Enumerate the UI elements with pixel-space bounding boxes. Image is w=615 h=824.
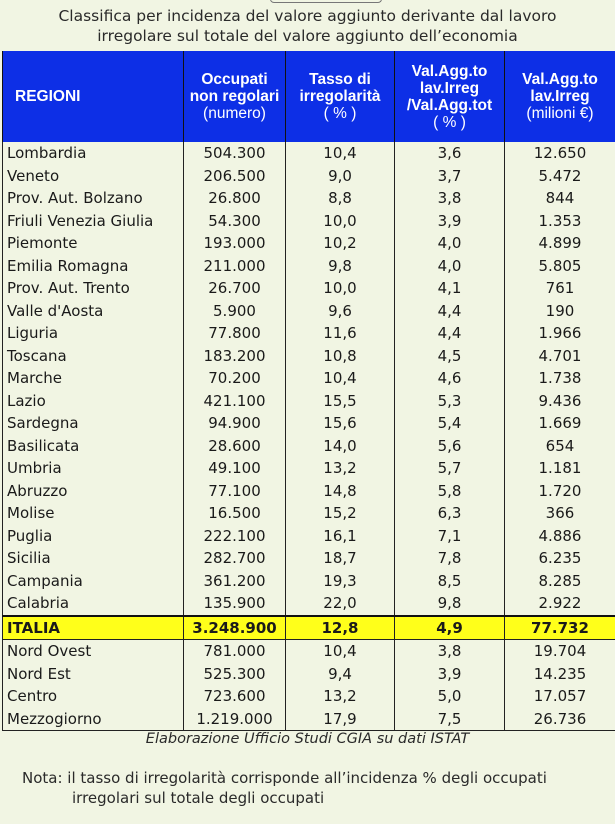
cell-occupati: 206.500 bbox=[184, 165, 286, 188]
cell-tasso: 16,1 bbox=[286, 525, 395, 548]
cell-tasso: 14,8 bbox=[286, 480, 395, 503]
regional-irregular-work-table bbox=[2, 51, 615, 731]
area-row bbox=[3, 708, 615, 731]
cell-tasso: 18,7 bbox=[286, 547, 395, 570]
cell-name: Liguria bbox=[3, 322, 184, 345]
cell-name: Umbria bbox=[3, 457, 184, 480]
cell-tasso: 19,3 bbox=[286, 570, 395, 593]
table-subtitle bbox=[0, 6, 615, 46]
cell-ratio: 7,5 bbox=[395, 708, 505, 731]
cell-tasso: 14,0 bbox=[286, 435, 395, 458]
cell-valagg: 654 bbox=[505, 435, 615, 458]
cell-valagg: 6.235 bbox=[505, 547, 615, 570]
cell-ratio: 5,3 bbox=[395, 390, 505, 413]
cell-tasso: 15,2 bbox=[286, 502, 395, 525]
cell-ratio: 9,8 bbox=[395, 592, 505, 616]
header-occupati-unit: (numero) bbox=[203, 105, 266, 122]
cell-tasso: 9,6 bbox=[286, 300, 395, 323]
cell-ratio: 7,1 bbox=[395, 525, 505, 548]
cell-tasso: 11,6 bbox=[286, 322, 395, 345]
area-row bbox=[3, 640, 615, 663]
table-header-row bbox=[3, 51, 615, 142]
cell-valagg: 9.436 bbox=[505, 390, 615, 413]
areas-body bbox=[3, 640, 615, 731]
cell-valagg: 4.899 bbox=[505, 232, 615, 255]
cell-valagg: 26.736 bbox=[505, 708, 615, 731]
cell-name: Molise bbox=[3, 502, 184, 525]
cell-tasso: 9,8 bbox=[286, 255, 395, 278]
cell-name: Calabria bbox=[3, 592, 184, 616]
cell-name: Basilicata bbox=[3, 435, 184, 458]
cell-valagg: 19.704 bbox=[505, 640, 615, 663]
cell-valagg: 77.732 bbox=[505, 616, 615, 640]
cell-occupati: 70.200 bbox=[184, 367, 286, 390]
cell-tasso: 13,2 bbox=[286, 685, 395, 708]
region-row bbox=[3, 592, 615, 616]
cell-name: Friuli Venezia Giulia bbox=[3, 210, 184, 233]
cell-occupati: 504.300 bbox=[184, 142, 286, 165]
cell-name: Abruzzo bbox=[3, 480, 184, 503]
italia-total-row bbox=[3, 616, 615, 640]
footnote-line-2: irregolari sul totale degli occupati bbox=[72, 789, 325, 807]
region-row bbox=[3, 435, 615, 458]
cell-valagg: 5.472 bbox=[505, 165, 615, 188]
header-tasso-label: Tasso di irregolarità bbox=[299, 71, 381, 105]
cell-occupati: 28.600 bbox=[184, 435, 286, 458]
region-row bbox=[3, 300, 615, 323]
cell-occupati: 361.200 bbox=[184, 570, 286, 593]
cell-name: Veneto bbox=[3, 165, 184, 188]
cell-ratio: 5,0 bbox=[395, 685, 505, 708]
cell-ratio: 8,5 bbox=[395, 570, 505, 593]
cell-valagg: 366 bbox=[505, 502, 615, 525]
cell-occupati: 26.800 bbox=[184, 187, 286, 210]
cell-tasso: 10,4 bbox=[286, 367, 395, 390]
region-row bbox=[3, 547, 615, 570]
cell-ratio: 4,9 bbox=[395, 616, 505, 640]
cell-ratio: 3,8 bbox=[395, 187, 505, 210]
cell-ratio: 3,9 bbox=[395, 663, 505, 686]
cell-valagg: 5.805 bbox=[505, 255, 615, 278]
region-row bbox=[3, 255, 615, 278]
subtitle-line-2: irregolare sul totale del valore aggiunto dell’economia bbox=[97, 27, 518, 45]
cell-ratio: 4,0 bbox=[395, 255, 505, 278]
cell-ratio: 3,7 bbox=[395, 165, 505, 188]
header-tasso-unit: ( % ) bbox=[323, 105, 357, 122]
cell-name: Marche bbox=[3, 367, 184, 390]
cell-occupati: 193.000 bbox=[184, 232, 286, 255]
source-caption: Elaborazione Ufficio Studi CGIA su dati ISTAT bbox=[145, 731, 470, 747]
cell-valagg: 844 bbox=[505, 187, 615, 210]
footnote bbox=[22, 768, 602, 808]
region-row bbox=[3, 570, 615, 593]
region-row bbox=[3, 390, 615, 413]
cell-valagg: 14.235 bbox=[505, 663, 615, 686]
header-valagg-unit: (milioni €) bbox=[526, 105, 594, 122]
cell-occupati: 77.800 bbox=[184, 322, 286, 345]
cell-tasso: 9,4 bbox=[286, 663, 395, 686]
cell-tasso: 13,2 bbox=[286, 457, 395, 480]
region-row bbox=[3, 502, 615, 525]
cell-valagg: 1.181 bbox=[505, 457, 615, 480]
cell-valagg: 12.650 bbox=[505, 142, 615, 165]
cell-tasso: 15,5 bbox=[286, 390, 395, 413]
header-valagg-label: Val.Agg.to lav.Irreg bbox=[522, 71, 598, 105]
cell-tasso: 10,0 bbox=[286, 210, 395, 233]
region-row bbox=[3, 480, 615, 503]
subtitle-line-1: Classifica per incidenza del valore aggiunto derivante dal lavoro bbox=[58, 7, 557, 25]
cell-name: Emilia Romagna bbox=[3, 255, 184, 278]
cell-valagg: 8.285 bbox=[505, 570, 615, 593]
cell-valagg: 17.057 bbox=[505, 685, 615, 708]
cell-name: Lazio bbox=[3, 390, 184, 413]
region-row bbox=[3, 457, 615, 480]
region-row bbox=[3, 525, 615, 548]
header-ratio-label: Val.Agg.to lav.Irreg /Val.Agg.tot bbox=[406, 62, 493, 114]
cell-name: Prov. Aut. Trento bbox=[3, 277, 184, 300]
cell-valagg: 1.966 bbox=[505, 322, 615, 345]
cell-ratio: 6,3 bbox=[395, 502, 505, 525]
cell-occupati: 3.248.900 bbox=[184, 616, 286, 640]
region-row bbox=[3, 367, 615, 390]
cell-ratio: 5,4 bbox=[395, 412, 505, 435]
cell-tasso: 10,2 bbox=[286, 232, 395, 255]
cell-tasso: 15,6 bbox=[286, 412, 395, 435]
cell-valagg: 2.922 bbox=[505, 592, 615, 616]
cell-ratio: 3,8 bbox=[395, 640, 505, 663]
cell-valagg: 4.701 bbox=[505, 345, 615, 368]
header-valagg bbox=[505, 51, 615, 142]
cell-occupati: 421.100 bbox=[184, 390, 286, 413]
cell-ratio: 5,7 bbox=[395, 457, 505, 480]
header-regioni bbox=[3, 51, 184, 142]
cell-valagg: 4.886 bbox=[505, 525, 615, 548]
cell-name: Nord Est bbox=[3, 663, 184, 686]
header-occupati bbox=[184, 51, 286, 142]
region-row bbox=[3, 187, 615, 210]
region-row bbox=[3, 322, 615, 345]
regions-body bbox=[3, 142, 615, 616]
area-row bbox=[3, 685, 615, 708]
cell-ratio: 3,9 bbox=[395, 210, 505, 233]
cell-ratio: 5,8 bbox=[395, 480, 505, 503]
cell-ratio: 4,1 bbox=[395, 277, 505, 300]
cell-occupati: 1.219.000 bbox=[184, 708, 286, 731]
cell-name: Sardegna bbox=[3, 412, 184, 435]
region-row bbox=[3, 345, 615, 368]
cell-occupati: 77.100 bbox=[184, 480, 286, 503]
header-tasso bbox=[286, 51, 395, 142]
cell-occupati: 49.100 bbox=[184, 457, 286, 480]
cell-name: Toscana bbox=[3, 345, 184, 368]
header-ratio bbox=[395, 51, 505, 142]
footnote-line-1: Nota: il tasso di irregolarità corrisponde all’incidenza % degli occupati bbox=[22, 769, 547, 787]
area-row bbox=[3, 663, 615, 686]
cell-valagg: 190 bbox=[505, 300, 615, 323]
header-occupati-label: Occupati non regolari bbox=[189, 71, 280, 105]
cell-occupati: 183.200 bbox=[184, 345, 286, 368]
cell-name: Campania bbox=[3, 570, 184, 593]
cell-tasso: 10,0 bbox=[286, 277, 395, 300]
cell-name: Mezzogiorno bbox=[3, 708, 184, 731]
cell-tasso: 17,9 bbox=[286, 708, 395, 731]
cell-ratio: 7,8 bbox=[395, 547, 505, 570]
cell-ratio: 5,6 bbox=[395, 435, 505, 458]
cell-valagg: 1.738 bbox=[505, 367, 615, 390]
cell-occupati: 723.600 bbox=[184, 685, 286, 708]
region-row bbox=[3, 142, 615, 165]
cell-name: Lombardia bbox=[3, 142, 184, 165]
cell-occupati: 211.000 bbox=[184, 255, 286, 278]
cell-occupati: 54.300 bbox=[184, 210, 286, 233]
cell-name: Sicilia bbox=[3, 547, 184, 570]
region-row bbox=[3, 277, 615, 300]
cell-occupati: 16.500 bbox=[184, 502, 286, 525]
cell-occupati: 26.700 bbox=[184, 277, 286, 300]
cell-tasso: 10,4 bbox=[286, 640, 395, 663]
header-ratio-unit: ( % ) bbox=[433, 113, 466, 131]
cell-valagg: 1.353 bbox=[505, 210, 615, 233]
cell-tasso: 22,0 bbox=[286, 592, 395, 616]
cell-name: Puglia bbox=[3, 525, 184, 548]
cell-tasso: 10,4 bbox=[286, 142, 395, 165]
cell-occupati: 525.300 bbox=[184, 663, 286, 686]
region-row bbox=[3, 232, 615, 255]
cell-ratio: 4,4 bbox=[395, 300, 505, 323]
cell-occupati: 781.000 bbox=[184, 640, 286, 663]
cell-tasso: 10,8 bbox=[286, 345, 395, 368]
cell-occupati: 282.700 bbox=[184, 547, 286, 570]
cell-ratio: 3,6 bbox=[395, 142, 505, 165]
region-row bbox=[3, 165, 615, 188]
cell-occupati: 135.900 bbox=[184, 592, 286, 616]
cell-tasso: 9,0 bbox=[286, 165, 395, 188]
cell-name: Valle d'Aosta bbox=[3, 300, 184, 323]
region-row bbox=[3, 412, 615, 435]
header-regioni-label: REGIONI bbox=[15, 88, 81, 105]
region-row bbox=[3, 210, 615, 233]
cell-valagg: 1.720 bbox=[505, 480, 615, 503]
cell-name: Centro bbox=[3, 685, 184, 708]
cell-valagg: 761 bbox=[505, 277, 615, 300]
title-bracket-decoration bbox=[270, 0, 382, 3]
cell-occupati: 222.100 bbox=[184, 525, 286, 548]
cell-tasso: 8,8 bbox=[286, 187, 395, 210]
cell-occupati: 94.900 bbox=[184, 412, 286, 435]
cell-occupati: 5.900 bbox=[184, 300, 286, 323]
cell-tasso: 12,8 bbox=[286, 616, 395, 640]
italia-body bbox=[3, 616, 615, 640]
cell-ratio: 4,4 bbox=[395, 322, 505, 345]
cell-name: Piemonte bbox=[3, 232, 184, 255]
cell-valagg: 1.669 bbox=[505, 412, 615, 435]
cell-name: ITALIA bbox=[3, 616, 184, 640]
cell-name: Nord Ovest bbox=[3, 640, 184, 663]
cell-ratio: 4,5 bbox=[395, 345, 505, 368]
cell-name: Prov. Aut. Bolzano bbox=[3, 187, 184, 210]
cell-ratio: 4,6 bbox=[395, 367, 505, 390]
cell-ratio: 4,0 bbox=[395, 232, 505, 255]
